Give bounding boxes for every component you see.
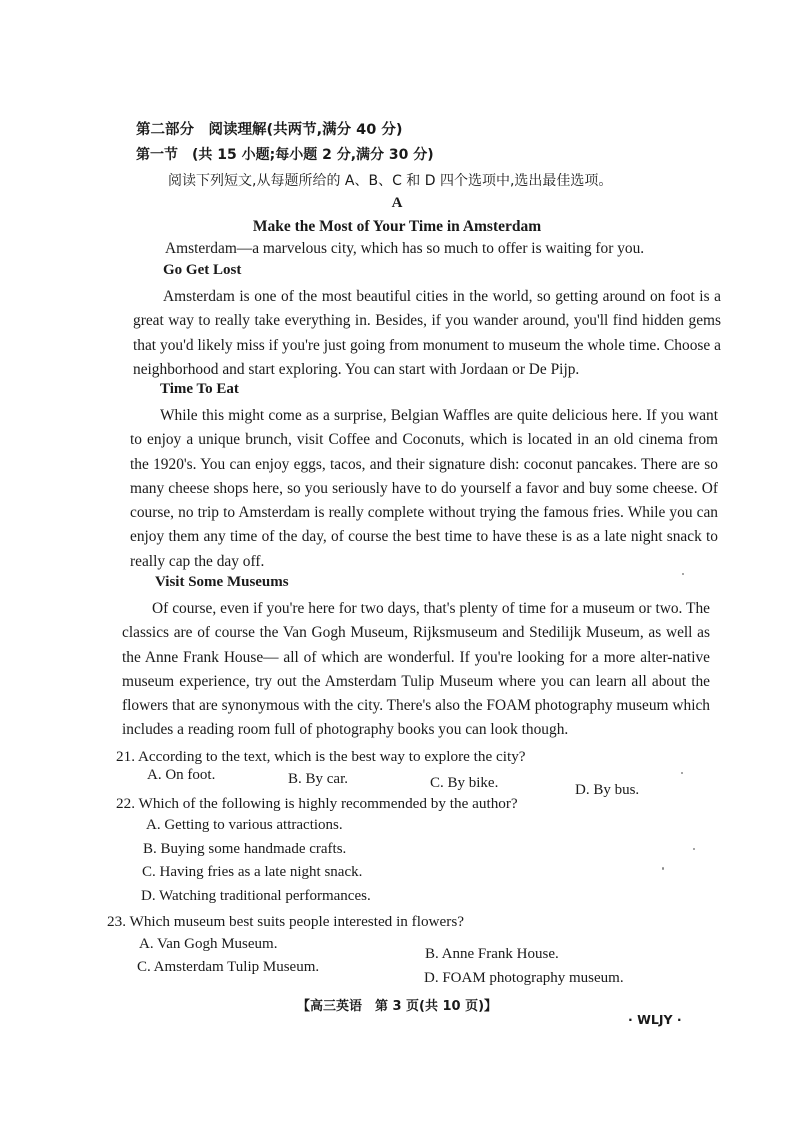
paragraph-text: Of course, even if you're here for two days, that's plenty of time for a museum or two. The classics are of course the Van Gogh Museum, Rijksmuseum and Stedilijk Museum, as well as the Anne Frank House— all of which are wonderful. If you're looking for a more alter-native museum experience, try out the Amsterdam Tulip Museum where you can learn all about the flowers that are synonymous with the city. There's also the FOAM photography museum which includes a reading room full of photography books you can look though. bbox=[122, 600, 710, 739]
section-heading-time-to-eat: Time To Eat bbox=[160, 381, 239, 397]
section-body-time-to-eat bbox=[130, 404, 718, 574]
section-title: 第一节 (共 15 小题;每小题 2 分,满分 30 分) bbox=[136, 147, 434, 163]
question-22-option-d[interactable]: D. Watching traditional performances. bbox=[141, 888, 371, 904]
scan-speck bbox=[662, 867, 664, 870]
question-22-option-b[interactable]: B. Buying some handmade crafts. bbox=[143, 841, 347, 857]
page-footer: 【高三英语 第 3 页(共 10 页)】 bbox=[296, 999, 498, 1014]
question-22-option-c[interactable]: C. Having fries as a late night snack. bbox=[142, 864, 363, 880]
section-heading-go-get-lost: Go Get Lost bbox=[163, 262, 242, 278]
question-21-option-c[interactable]: C. By bike. bbox=[430, 775, 499, 791]
question-21-option-d[interactable]: D. By bus. bbox=[575, 782, 640, 798]
passage-title: Make the Most of Your Time in Amsterdam bbox=[252, 218, 542, 235]
question-21-stem: 21. According to the text, which is the best way to explore the city? bbox=[116, 748, 526, 765]
paragraph-text: Amsterdam is one of the most beautiful cities in the world, so getting around on foot is a great way to really take everything in. Besides, if you wander around, you'll find hidden gems that you'd likely miss if you're just going from monument to museum the whole time. Choose a neighborhood and start exploring. You can start with Jordaan or De Pijp. bbox=[133, 288, 721, 378]
watermark-code: · WLJY · bbox=[628, 1012, 682, 1027]
question-23-option-b[interactable]: B. Anne Frank House. bbox=[425, 946, 559, 962]
scan-speck bbox=[693, 848, 695, 850]
question-23-option-d[interactable]: D. FOAM photography museum. bbox=[424, 970, 624, 986]
paragraph-text: While this might come as a surprise, Belgian Waffles are quite delicious here. If you want to enjoy a unique brunch, visit Coffee and Coconuts, which is located in an old cinema from the 1920's. You can enjoy eggs, tacos, and their signature dish: coconut pancakes. There are so many cheese shops here, so you seriously have to do yourself a favor and buy some cheese. Of course, no trip to Amsterdam is really complete without trying the famous fries. While you can enjoy them any time of the day, of course the best time to have these is as a late night snack to really cap the day off. bbox=[130, 407, 718, 570]
section-body-visit-some-museums bbox=[122, 597, 710, 743]
passage-letter: A bbox=[391, 195, 403, 211]
scan-speck bbox=[682, 573, 684, 575]
scan-speck bbox=[681, 772, 683, 774]
question-21-option-a[interactable]: A. On foot. bbox=[147, 767, 216, 783]
question-21-option-b[interactable]: B. By car. bbox=[288, 771, 348, 787]
question-23-option-a[interactable]: A. Van Gogh Museum. bbox=[139, 936, 278, 952]
section-body-go-get-lost bbox=[133, 285, 721, 382]
passage-intro: Amsterdam—a marvelous city, which has so much to offer is waiting for you. bbox=[165, 240, 645, 257]
question-22-stem: 22. Which of the following is highly recommended by the author? bbox=[116, 795, 518, 812]
instructions: 阅读下列短文,从每题所给的 A、B、C 和 D 四个选项中,选出最佳选项。 bbox=[168, 173, 613, 189]
section-heading-visit-some-museums: Visit Some Museums bbox=[155, 574, 289, 590]
question-22-option-a[interactable]: A. Getting to various attractions. bbox=[146, 817, 343, 833]
question-23-stem: 23. Which museum best suits people interested in flowers? bbox=[107, 913, 464, 930]
question-23-option-c[interactable]: C. Amsterdam Tulip Museum. bbox=[137, 959, 320, 975]
part-title: 第二部分 阅读理解(共两节,满分 40 分) bbox=[136, 122, 403, 138]
